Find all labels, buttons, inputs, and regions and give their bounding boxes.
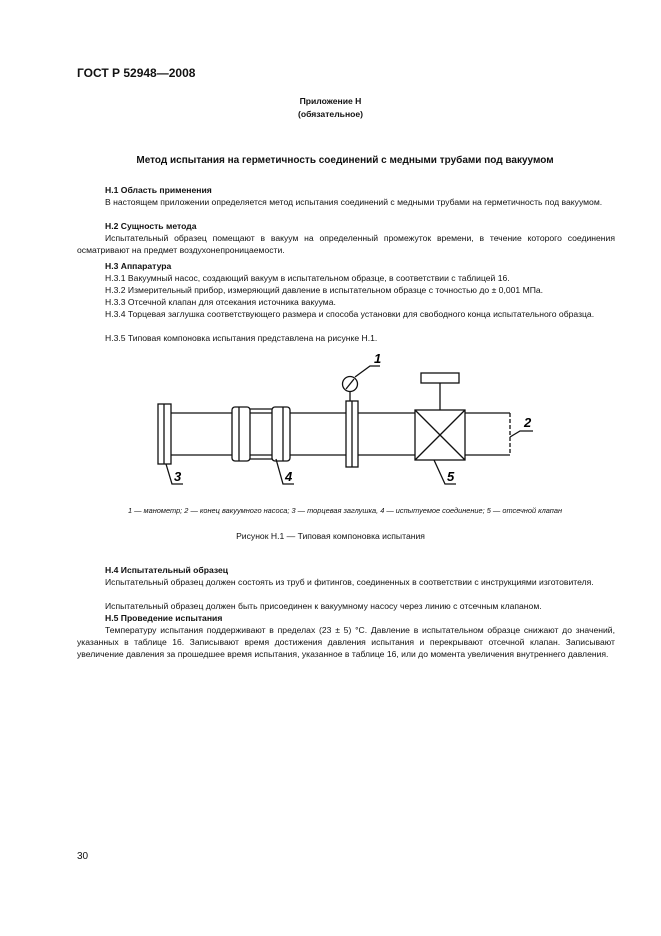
item-h3-3: Н.3.3 Отсечной клапан для отсекания источника вакуума. bbox=[105, 297, 336, 307]
annex-status: (обязательное) bbox=[297, 109, 364, 119]
heading-h4: Н.4 Испытательный образец bbox=[105, 565, 229, 575]
item-h3-4: Н.3.4 Торцевая заглушка соответствующего размера и способа установки для свободного конца испытательного образца. bbox=[105, 309, 595, 319]
label-2: 2 bbox=[524, 415, 532, 430]
annex-title: Приложение Н bbox=[299, 96, 362, 106]
test-setup-figure bbox=[0, 350, 661, 500]
leader-2 bbox=[510, 431, 533, 437]
joint-left-collar bbox=[232, 407, 250, 461]
item-h3-2: Н.3.2 Измерительный прибор, измеряющий давление в испытательном образце с точностью до ± 0,001 МПа. bbox=[105, 285, 544, 295]
heading-h3: Н.3 Аппаратура bbox=[105, 261, 172, 271]
heading-h5: Н.5 Проведение испытания bbox=[105, 613, 223, 623]
page-number: 30 bbox=[77, 851, 89, 862]
label-3: 3 bbox=[174, 469, 182, 484]
label-4: 4 bbox=[285, 469, 293, 484]
paragraph-h2: Испытательный образец помещают в вакуум на определенный промежуток времени, в течение которого соединения осматривают на предмет воздухонепроницаемости. bbox=[77, 233, 615, 255]
leader-1 bbox=[355, 366, 380, 377]
valve-handle bbox=[421, 373, 459, 383]
item-h3-5: Н.3.5 Типовая компоновка испытания представлена на рисунке Н.1. bbox=[105, 333, 378, 343]
label-5: 5 bbox=[447, 469, 455, 484]
section-title: Метод испытания на герметичность соединений с медными трубами под вакуумом bbox=[136, 155, 554, 166]
paragraph-h4-1: Испытательный образец должен состоять из труб и фитингов, соединенных в соответствии с инструкциями изготовителя. bbox=[105, 577, 594, 587]
heading-h1: Н.1 Область применения bbox=[105, 185, 212, 195]
figure-caption: Рисунок Н.1 — Типовая компоновка испытания bbox=[236, 531, 425, 541]
document-header: ГОСТ Р 52948—2008 bbox=[77, 66, 196, 80]
paragraph-h1: В настоящем приложении определяется метод испытания соединений с медными трубами на герметичность под вакуумом. bbox=[105, 197, 603, 207]
item-h3-1: Н.3.1 Вакуумный насос, создающий вакуум в испытательном образце, в соответствии с таблицей 16. bbox=[105, 273, 510, 283]
heading-h2: Н.2 Сущность метода bbox=[105, 221, 197, 231]
paragraph-h5: Температуру испытания поддерживают в пределах (23 ± 5) °С. Давление в испытательном образце снижают до значений, указанных в таблице 16. Записывают время достижения давления испытания и перекрывают отсечной клапан. Записывают увеличение давления за прошедшее время испытания, указанное в таблице 16, или до момента увеличения внутреннего давления. bbox=[77, 625, 615, 659]
joint-right-collar bbox=[272, 407, 290, 461]
paragraph-h4-2: Испытательный образец должен быть присоединен к вакуумному насосу через линию с отсечным клапаном. bbox=[105, 601, 542, 611]
figure-legend: 1 — манометр; 2 — конец вакуумного насоса; 3 — торцевая заглушка, 4 — испытуемое соединение; 5 — отсечной клапан bbox=[127, 506, 563, 515]
label-1: 1 bbox=[374, 351, 382, 366]
